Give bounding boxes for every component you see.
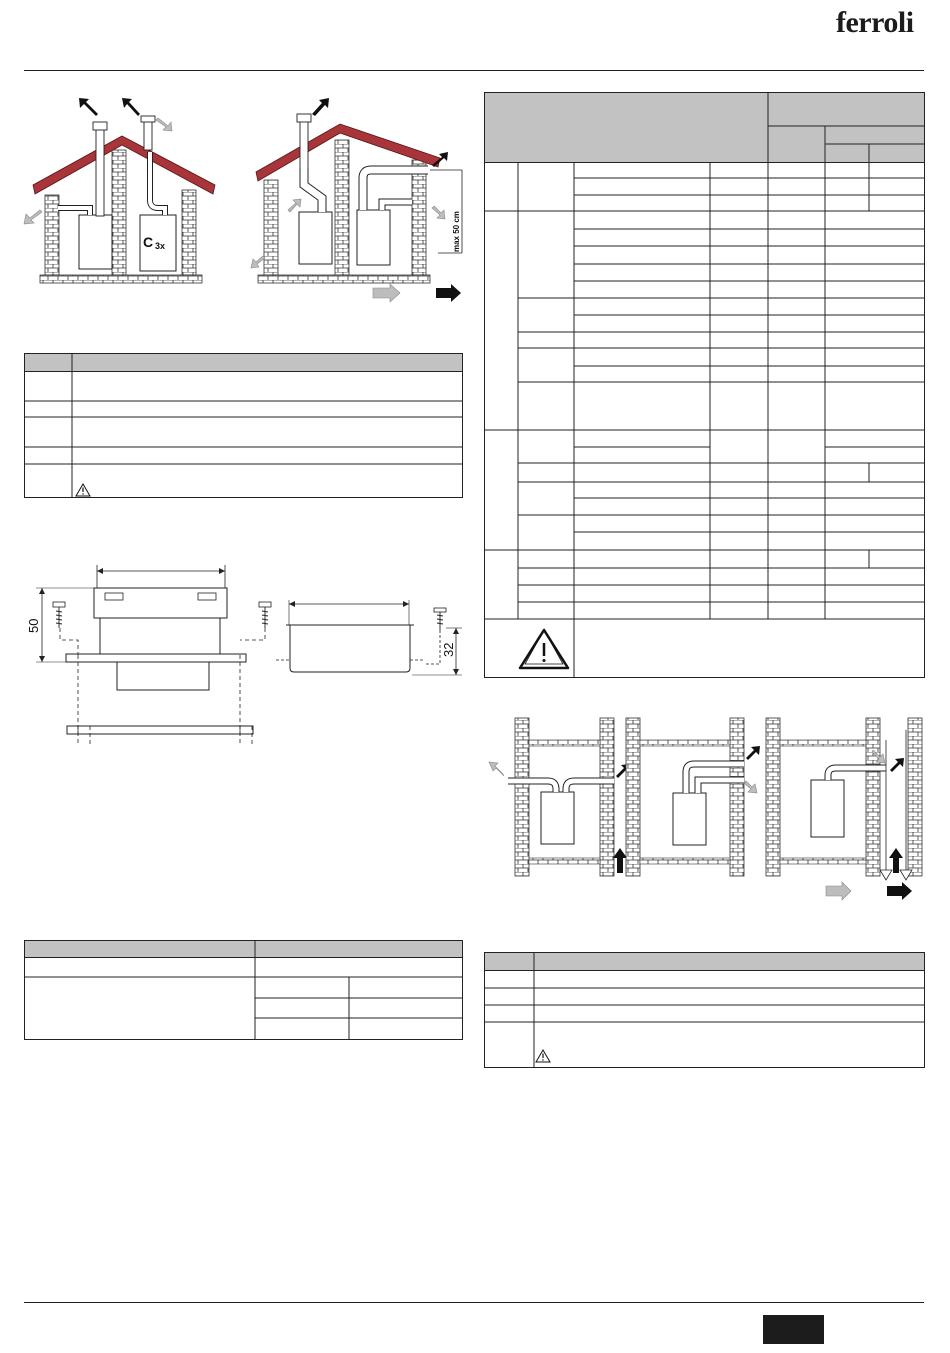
page-number-tab [763,1315,824,1344]
dimension-50-label: 50 [26,618,41,633]
c3x-subscript: 3x [155,241,166,251]
max-distance-label: max 50 cm [452,211,461,252]
table-header [485,953,925,971]
ferroli-logo: ferroli [836,6,914,39]
exhaust-arrow-icon [890,758,904,772]
intake-arrow-icon [744,781,757,793]
c3x-label: C [143,234,154,250]
footer-rule [24,1302,924,1303]
exhaust-arrow-icon [887,882,912,900]
intake-arrow-icon [826,882,851,900]
exhaust-arrow-icon [889,848,903,873]
exhaust-arrow-icon [613,848,627,873]
dimension-32-label: 32 [441,642,456,657]
exhaust-arrow-icon [746,746,760,760]
intake-arrow-icon [489,762,504,776]
c5x-legend-table [484,952,926,1070]
